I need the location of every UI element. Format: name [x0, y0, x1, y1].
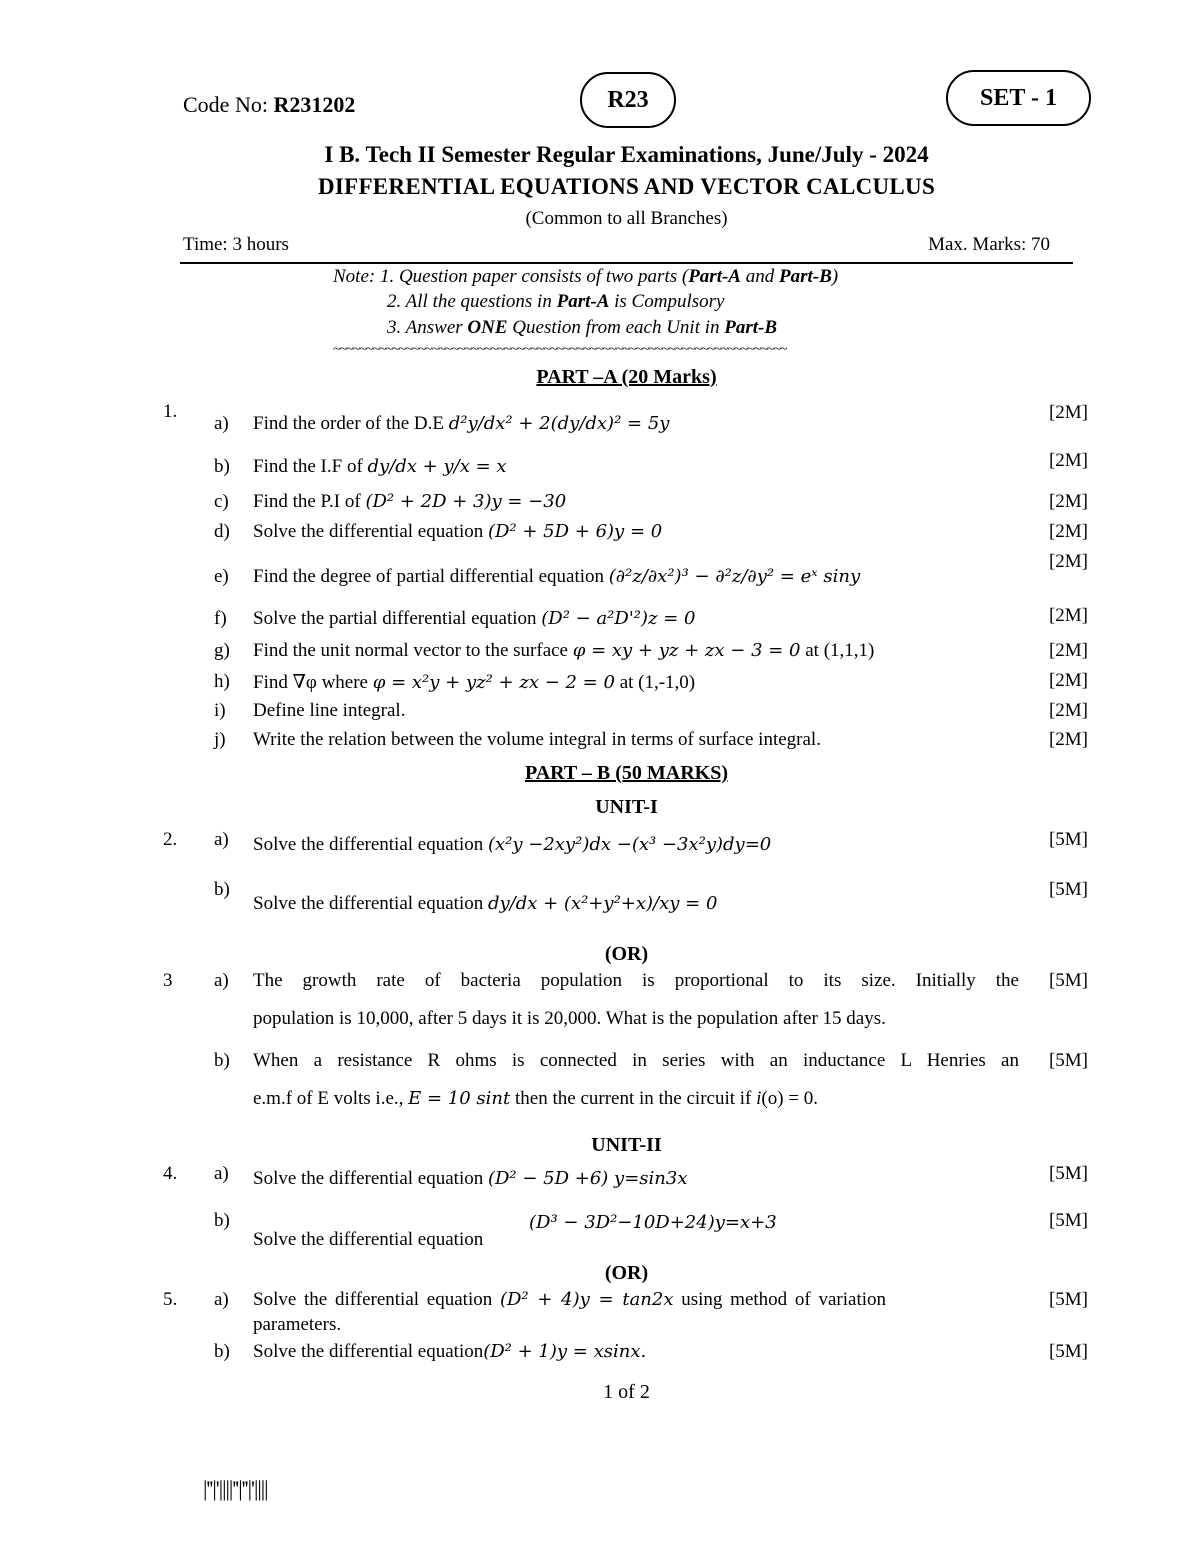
q5a-letter: a)	[214, 1289, 229, 1310]
q4a-text: Solve the differential equation (D² − 5D +6) y=sin3x	[253, 1168, 688, 1189]
or-label-1: (OR)	[604, 943, 649, 965]
question-number-1: 1.	[163, 401, 178, 422]
code-number	[183, 92, 355, 118]
regulation-badge: R23	[580, 72, 676, 128]
q1i-letter: i)	[214, 700, 226, 721]
exam-title: I B. Tech II Semester Regular Examinations, June/July - 2024	[324, 142, 929, 167]
q1e-marks: [2M]	[1048, 551, 1088, 572]
q1e-text: Find the degree of partial differential equation (∂²z/∂x²)³ − ∂²z/∂y² = eˣ siny	[253, 566, 861, 587]
part-b-title: PART – B (50 MARKS)	[525, 762, 728, 784]
q1i-text: Define line integral.	[253, 700, 406, 721]
q5b-text: Solve the differential equation(D² + 1)y = xsinx.	[253, 1341, 647, 1362]
q1b-text: Find the I.F of dy/dx + y/x = x	[253, 456, 507, 477]
q1g-text: Find the unit normal vector to the surface φ = xy + yz + zx − 3 = 0 at (1,1,1)	[253, 640, 875, 661]
q1c-marks: [2M]	[1048, 491, 1088, 512]
q1d-text: Solve the differential equation (D² + 5D + 6)y = 0	[253, 521, 663, 542]
time-label: Time: 3 hours	[183, 234, 289, 255]
q2a-marks: [5M]	[1048, 829, 1088, 850]
q1h-marks: [2M]	[1048, 670, 1088, 691]
part-a-title: PART –A (20 Marks)	[536, 366, 717, 388]
q1f-marks: [2M]	[1048, 605, 1088, 626]
q1g-letter: g)	[214, 640, 230, 661]
barcode: |''|'||||''|''|'||||	[203, 1476, 268, 1501]
q4a-marks: [5M]	[1048, 1163, 1088, 1184]
note-3: 3. Answer ONE Question from each Unit in Part-B	[387, 317, 778, 338]
question-number-5: 5.	[163, 1289, 178, 1310]
q2b-text: Solve the differential equation dy/dx + (x²+y²+x)/xy = 0	[253, 893, 718, 914]
q3b-letter: b)	[214, 1050, 230, 1071]
q3a-line-2: population is 10,000, after 5 days it is 20,000. What is the population after 15 days.	[253, 1008, 886, 1029]
q1c-text: Find the P.I of (D² + 2D + 3)y = −30	[253, 491, 567, 512]
q5b-letter: b)	[214, 1341, 230, 1362]
q1a-marks: [2M]	[1048, 402, 1088, 423]
q1b-letter: b)	[214, 456, 230, 477]
max-marks-label: Max. Marks: 70	[928, 234, 1050, 255]
q1d-marks: [2M]	[1048, 521, 1088, 542]
q4b-math: (D³ − 3D²−10D+24)y=x+3	[529, 1212, 777, 1233]
q1j-text: Write the relation between the volume integral in terms of surface integral.	[253, 729, 821, 750]
page-number: 1 of 2	[603, 1381, 650, 1403]
unit-2-title: UNIT-II	[591, 1134, 662, 1156]
common-note: (Common to all Branches)	[525, 208, 728, 229]
header-divider	[180, 262, 1073, 264]
code-label: Code No:	[183, 92, 274, 117]
q4b-marks: [5M]	[1048, 1210, 1088, 1231]
q1b-marks: [2M]	[1048, 450, 1088, 471]
note-1: Note: 1. Question paper consists of two parts (Part-A and Part-B)	[333, 266, 839, 287]
q2a-letter: a)	[214, 829, 229, 850]
unit-1-title: UNIT-I	[595, 796, 658, 818]
q3b-line-2: e.m.f of E volts i.e., E = 10 sint then the current in the circuit if i(o) = 0.	[253, 1088, 819, 1109]
q3b-marks: [5M]	[1048, 1050, 1088, 1071]
q1a-text: Find the order of the D.E d²y/dx² + 2(dy/dx)² = 5y	[253, 413, 670, 434]
q4a-letter: a)	[214, 1163, 229, 1184]
q1f-letter: f)	[214, 608, 227, 629]
q4b-letter: b)	[214, 1210, 230, 1231]
q3a-marks: [5M]	[1048, 970, 1088, 991]
subject-title: DIFFERENTIAL EQUATIONS AND VECTOR CALCULUS	[317, 174, 936, 199]
question-number-4: 4.	[163, 1163, 178, 1184]
q5a-marks: [5M]	[1048, 1289, 1088, 1310]
q2b-letter: b)	[214, 879, 230, 900]
q2b-marks: [5M]	[1048, 879, 1088, 900]
set-badge: SET - 1	[946, 70, 1091, 126]
q3b-line-1: When a resistance R ohms is connected in series with an inductance L Henries an	[253, 1050, 1019, 1071]
or-label-2: (OR)	[604, 1262, 649, 1284]
q5a-line-2: parameters.	[253, 1314, 342, 1335]
q1j-marks: [2M]	[1048, 729, 1088, 750]
code-value: R231202	[273, 92, 356, 117]
q5b-marks: [5M]	[1048, 1341, 1088, 1362]
q1d-letter: d)	[214, 521, 230, 542]
q3a-line-1: The growth rate of bacteria population is proportional to its size. Initially the	[253, 970, 1019, 991]
q1c-letter: c)	[214, 491, 229, 512]
q1i-marks: [2M]	[1048, 700, 1088, 721]
q1f-text: Solve the partial differential equation (D² − a²D'²)z = 0	[253, 608, 696, 629]
note-2: 2. All the questions in Part-A is Compulsory	[387, 291, 725, 312]
notes-divider: ~~~~~~~~~~~~~~~~~~~~~~~~~~~~~~~~~~~~~~~~~~~~~~~~~~~~~~~~~~~~~~~~~~~~~	[333, 342, 787, 357]
q1j-letter: j)	[214, 729, 226, 750]
q3a-letter: a)	[214, 970, 229, 991]
q1e-letter: e)	[214, 566, 229, 587]
q1h-text: Find ∇φ where φ = x²y + yz² + zx − 2 = 0 at (1,-1,0)	[253, 672, 696, 693]
q1h-letter: h)	[214, 671, 230, 692]
question-number-2: 2.	[163, 829, 178, 850]
question-number-3: 3	[163, 970, 173, 991]
q5a-text: Solve the differential equation (D² + 4)y = tan2x using method of variation	[253, 1289, 887, 1310]
q1a-letter: a)	[214, 413, 229, 434]
q1g-marks: [2M]	[1048, 640, 1088, 661]
q4b-text: Solve the differential equation	[253, 1229, 484, 1250]
q2a-text: Solve the differential equation (x²y −2xy²)dx −(x³ −3x²y)dy=0	[253, 834, 772, 855]
